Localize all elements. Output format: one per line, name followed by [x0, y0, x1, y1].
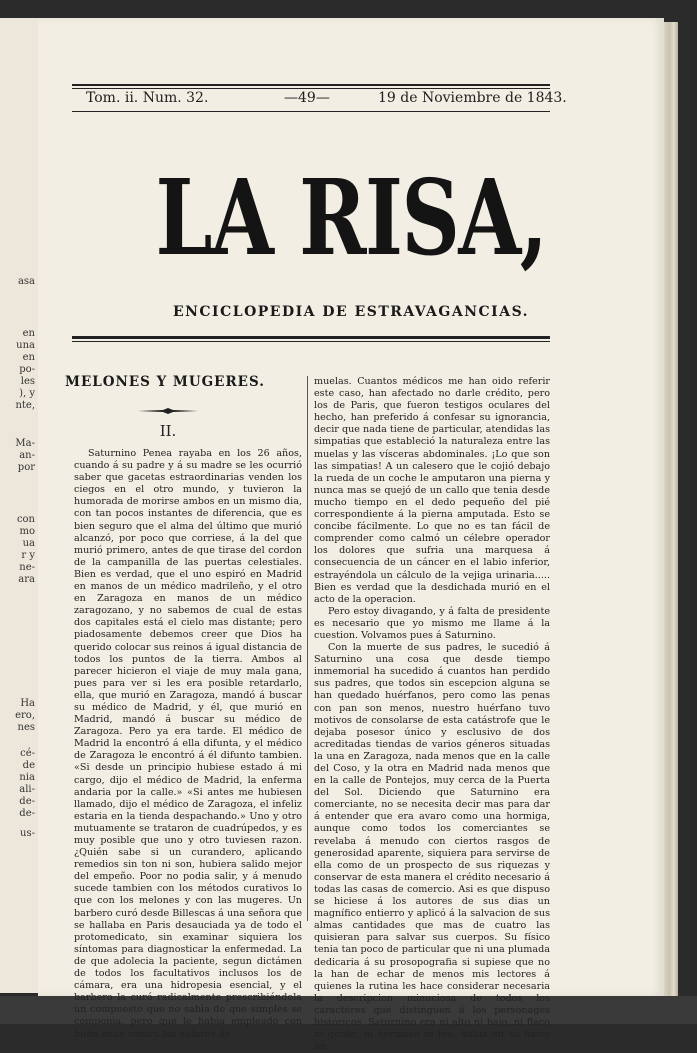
- left-page-fragment: nia: [19, 772, 35, 783]
- article-title: MELONES Y MUGERES.: [65, 374, 265, 390]
- newspaper-page: [38, 18, 664, 1053]
- left-page-fragment: ua: [22, 538, 35, 549]
- left-page-fragment: asa: [17, 276, 35, 287]
- left-page-fragment: cé-: [20, 748, 35, 759]
- paragraph: Con la muerte de sus padres, le sucedió á Saturnino una cosa que desde tiempo inmemorial ha sucedido á cuantos han perdido sus padres, que todos sin escepcion alguna se han quedado huérfanos, pero como las penas con pan son menos, nuestro huérfano tuvo motivos de consolarse de esta catástrofe que le dejaba posesor único y esclusivo de dos acreditadas tiendas de varios géneros situadas la una en Zaragoza, nada menos que en la calle del Coso, y la otra en Madrid nada menos que en la calle de Pontejos, muy cerca de la Puerta del Sol. Diciendo que Saturnino era comerciante, no se necesita decir mas para dar á entender que era avaro como una hormiga, aunque como todos los comerciantes se revelaba á menudo con ciertos rasgos de generosidad aparente, siquiera para servirse de ella como de un prospecto de sus riquezas y conservar de esta manera el crédito necesario á todas las casas de comercio. Asi es que dispuso se hiciese á los autores de sus dias un magnífico entierro y aplicó á la salvacion de sus almas cantidades que mas de cuatro las quisieran para salvar sus cuerpos. Su físico tenia tan poco de particular que ni una plumada dedicaria á su prosopografia si supiese que no la han de echar de menos mis lectores á quienes la rutina les hace considerar necesaria la descripcion minuciosa de todos los caractéres que distinguen á los personages históricos. Saturnino era ni alto ni bajo, ni flaco ni gordo, ni hermoso ni feo; habia en su físico un: [314, 642, 550, 1053]
- article-column-1: [74, 448, 302, 1041]
- left-page-fragment: ara: [18, 574, 35, 585]
- left-page-fragment: mo: [19, 526, 35, 537]
- section-number: II.: [159, 422, 177, 440]
- left-page-fragment: us-: [20, 828, 35, 839]
- header-bottom-rule: [72, 111, 550, 112]
- left-page-fragment: con: [16, 514, 35, 525]
- left-page-fragment: po-: [19, 364, 35, 375]
- left-page-fragment: de-: [19, 796, 35, 807]
- paragraph: Saturnino Penea rayaba en los 26 años, cuando á su padre y á su madre se les ocurrió saber que gacetas estraordinarias venden los ciegos en el otro mundo, y tuvieron la humorada de morirse ambos en un mismo dia, con tan pocos instantes de diferencia, que es bien seguro que el alma del último que murió alcanzó, por poco que corriese, á la del que murió primero, antes de que tirase del cordon de la campanilla de las puertas celestiales. Bien es verdad, que el uno espiró en Madrid en manos de un médico madrileño, y el otro en Zaragoza en manos de un médico zaragozano, y no sabemos de cual de estas dos capitales está el cielo mas distante; pero piadosamente debemos creer que Dios ha querido colocar sus reinos á igual distancia de todos los puntos de la tierra. Ambos al parecer hicieron el viaje de muy mala gana, pues para ver si les era posible retardarlo, ella, que murió en Zaragoza, mandó á buscar su médico de Madrid, y él, que murió en Madrid, mandó á buscar su médico de Zaragoza. Pero ya era tarde. El médico de Madrid la encontró á ella difunta, y el médico de Zaragoza le encontró á él difunto tambien. «Si desde un principio hubiese estado á mi cargo, dijo el médico de Madrid, la enferma andaria por la calle.» «Si antes me hubiesen llamado, dijo el médico de Zaragoza, el infeliz estaria en la tienda despachando.» Uno y otro mutuamente se trataron de cuadrúpedos, y es muy posible que uno y otro tuviesen razon. ¿Quién sabe si un curandero, aplicando remedios sin ton ni son, hubiera salido mejor del empeño. Poor no podia salir, y á menudo sucede tambien con los métodos curativos lo que con los melones y con las mugeres. Un barbero curó desde Billescas á una señora que se hallaba en Paris desauciada ya de todo el protomedicato, sin examinar siquiera los síntomas para diagnosticar la enfermedad. La de que adolecia la paciente, segun dictámen de todos los facultativos inclusos los de cámara, era una hidropesia esencial, y el barbero la curó radicalmente prescribiéndola un compuesto que no sabia de que simples se componia, pero que le habia empleado con buen éxito contra los dolores de: [74, 448, 302, 1040]
- left-page-fragment: ero,: [15, 710, 35, 721]
- left-page-edge: [0, 18, 39, 993]
- masthead-rule-thick: [72, 336, 550, 339]
- left-page-fragment: Ma-: [15, 438, 35, 449]
- left-page-fragment: ne-: [19, 562, 35, 573]
- header-top-rule-thin: [72, 88, 550, 89]
- left-page-fragment: ), y: [19, 388, 35, 399]
- issue-number: Tom. ii. Num. 32.: [86, 90, 209, 106]
- left-page-fragment: les: [20, 376, 35, 387]
- issue-date: 19 de Noviembre de 1843.: [378, 90, 567, 106]
- paragraph: Pero estoy divagando, y á falta de presidente es necesario que yo mismo me llame á la cuestion. Volvamos pues á Saturnino.: [314, 605, 550, 641]
- left-page-fragment: en: [22, 352, 35, 363]
- masthead-rule-thin: [72, 341, 550, 342]
- paragraph: muelas. Cuantos médicos me han oido referir este caso, han afectado no darle crédito, pero los de Paris, que fueron testigos oculares del hecho, han preferido á confesar su ignorancia, decir que nada tiene de particular, atendidas las simpatias que estableció la naturaleza entre las muelas y las vísceras abdominales. ¡Lo que son las simpatias! A un calesero que le cojió debajo la rueda de un coche le amputaron una pierna y nunca mas se quejó de un callo que tenia desde mucho tiempo en el dedo pequeño del pié correspondiente á la pierna amputada. Esto se concibe fácilmente. Lo que no es tan fácil de comprender como calmó un célebre operador los dolores que sufria una marquesa á consecuencia de un cáncer en el labio inferior, estrayéndola un cálculo de la vejiga urinaria..... Bien es verdad que la desdichada murió en el acto de la operacion.: [314, 376, 550, 605]
- left-page-fragment: an-: [19, 450, 35, 461]
- column-divider: [307, 376, 308, 921]
- page-stack-edge: [664, 22, 678, 996]
- left-page-fragment: nes: [17, 722, 35, 733]
- title-ornament-icon: [138, 408, 198, 414]
- left-page-fragment: ali-: [19, 784, 35, 795]
- page-number: —49—: [284, 90, 330, 106]
- masthead-subtitle: ENCICLOPEDIA DE ESTRAVAGANCIAS.: [172, 304, 530, 320]
- left-page-fragment: Ha: [20, 698, 35, 709]
- left-page-fragment: de: [22, 760, 35, 771]
- masthead-title: LA RISA,: [155, 156, 547, 279]
- header-top-rule: [72, 84, 550, 86]
- left-page-fragment: por: [17, 462, 35, 473]
- left-page-fragment: r y: [21, 550, 35, 561]
- left-page-fragment: en: [22, 328, 35, 339]
- left-page-fragment: nte,: [15, 400, 35, 411]
- left-page-fragment: una: [16, 340, 35, 351]
- left-page-fragment: de-: [19, 808, 35, 819]
- article-column-2: [314, 376, 550, 1053]
